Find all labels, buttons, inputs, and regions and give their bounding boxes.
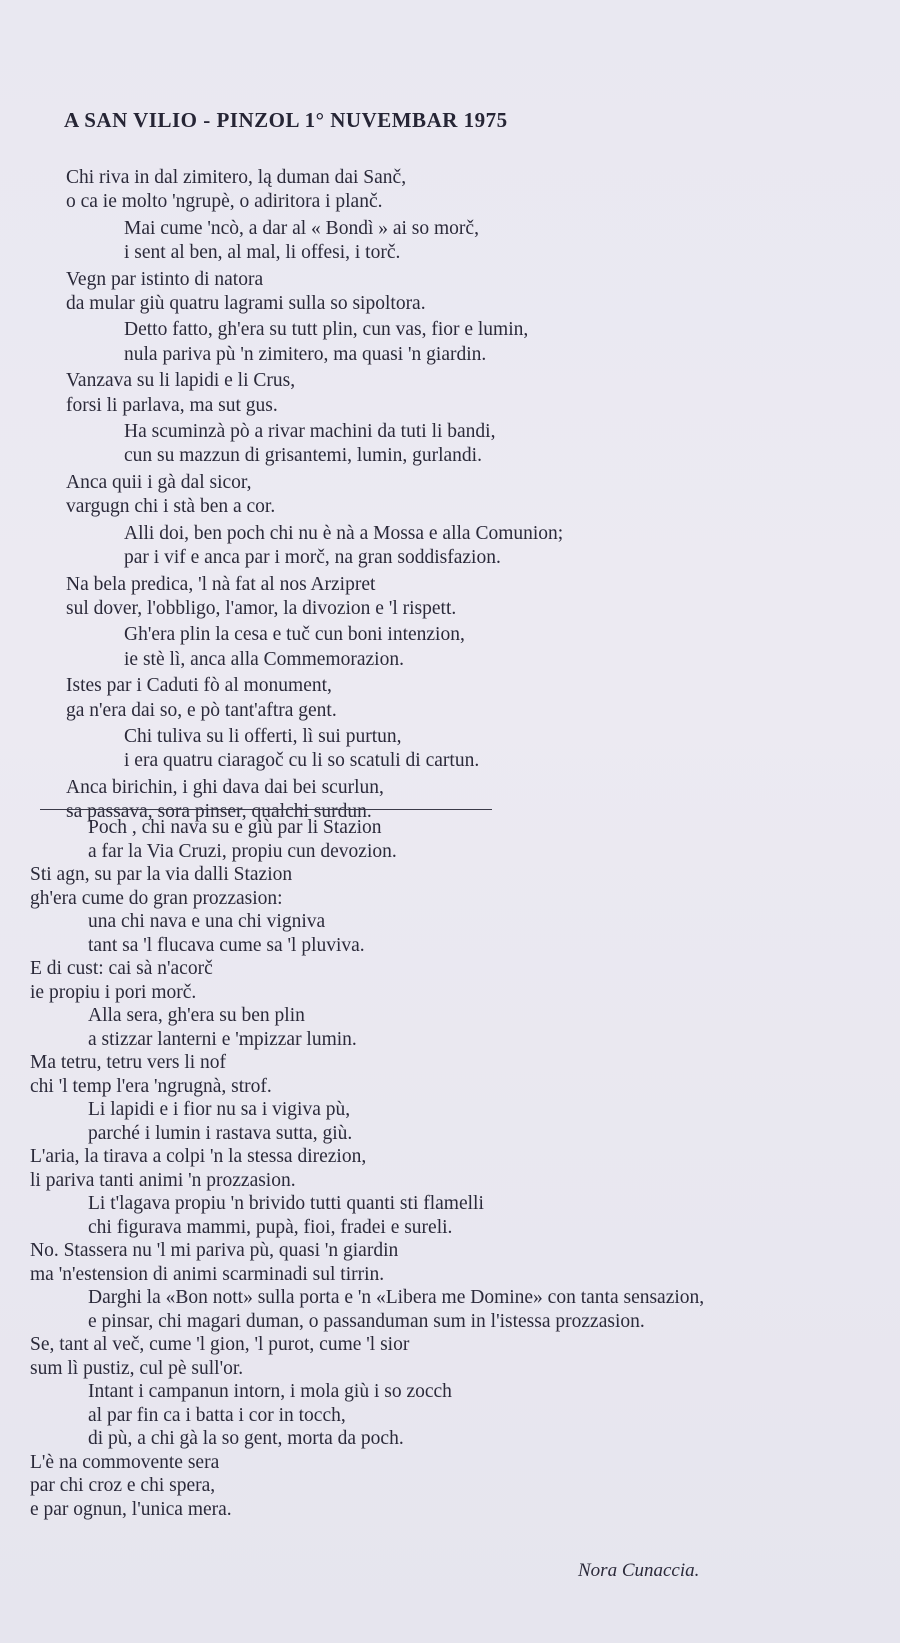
poem-line: Alla sera, gh'era su ben plin bbox=[88, 1005, 305, 1026]
stanza bbox=[66, 318, 886, 367]
poem-line: parché i lumin i rastava sutta, giù. bbox=[88, 1122, 353, 1144]
poem-line: una chi nava e una chi vigniva bbox=[88, 911, 326, 932]
stanza bbox=[66, 471, 886, 520]
stanza bbox=[66, 369, 886, 418]
poem-line: chi figurava mammi, pupà, fioi, fradei e sureli. bbox=[88, 1216, 453, 1238]
poem-line: No. Stassera nu 'l mi pariva pù, quasi 'n giardin bbox=[30, 1240, 399, 1261]
stanza bbox=[66, 725, 886, 774]
poem-line: tant sa 'l flucava cume sa 'l pluviva. bbox=[88, 934, 365, 956]
stanza bbox=[30, 1098, 890, 1145]
poem-line: Chi riva in dal zimitero, lą duman dai Sanč, bbox=[66, 167, 407, 188]
stanza bbox=[30, 1051, 890, 1098]
stanza bbox=[66, 268, 886, 317]
poem-line: Mai cume 'ncò, a dar al « Bondì » ai so morč, bbox=[124, 217, 479, 239]
stanza bbox=[30, 1333, 890, 1380]
poem-line: e par ognun, l'unica mera. bbox=[30, 1498, 232, 1520]
stanza bbox=[30, 816, 890, 863]
poem-line: Poch , chi nava su e giù par li Stazion bbox=[88, 817, 382, 838]
poem-line: i sent al ben, al mal, li offesi, i torč. bbox=[124, 242, 401, 264]
poem-line: Anca quii i gà dal sicor, bbox=[66, 471, 252, 493]
poem-line: Vegn par istinto di natora bbox=[66, 268, 264, 290]
poem-line: Intant i campanun intorn, i mola giù i so zocch bbox=[88, 1381, 452, 1402]
poem-line: ie stè lì, anca alla Commemorazion. bbox=[124, 648, 404, 670]
poem-line: vargugn chi i stà ben a cor. bbox=[66, 496, 276, 518]
poem-line: par chi croz e chi spera, bbox=[30, 1475, 216, 1496]
author-signature: Nora Cunaccia. bbox=[578, 1560, 700, 1581]
poem-line: forsi li parlava, ma sut gus. bbox=[66, 394, 278, 416]
poem-line: Na bela predica, 'l nà fat al nos Arzipret bbox=[66, 573, 376, 595]
poem-line: e pinsar, chi magari duman, o passanduman sum in l'istessa prozzasion. bbox=[88, 1310, 645, 1332]
stanza bbox=[30, 1380, 890, 1451]
poem-line: da mular giù quatru lagrami sulla so sipoltora. bbox=[66, 293, 426, 315]
poem-line: par i vif e anca par i morč, na gran soddisfazion. bbox=[124, 547, 501, 569]
stanza bbox=[66, 217, 886, 266]
poem-line: Sti agn, su par la via dalli Stazion bbox=[30, 864, 293, 885]
poem-line: nula pariva pù 'n zimitero, ma quasi 'n giardin. bbox=[124, 343, 487, 365]
poem-line: Chi tuliva su li offerti, lì sui purtun, bbox=[124, 725, 402, 747]
poem-line: sul dover, l'obbligo, l'amor, la divozion e 'l rispett. bbox=[66, 597, 457, 619]
poem-line: sum lì pustiz, cul pè sull'or. bbox=[30, 1357, 244, 1379]
poem-line: Gh'era plin la cesa e tuč cun boni intenzion, bbox=[124, 624, 465, 646]
poem-line: Darghi la «Bon nott» sulla porta e 'n «Libera me Domine» con tanta sensazion, bbox=[88, 1287, 705, 1308]
poem-bottom-block bbox=[30, 816, 890, 1521]
poem-top-block bbox=[66, 166, 886, 827]
poem-line: Se, tant al več, cume 'l gion, 'l purot, cume 'l sior bbox=[30, 1334, 410, 1355]
stanza bbox=[30, 1451, 890, 1522]
poem-line: al par fin ca i batta i cor in tocch, bbox=[88, 1404, 346, 1426]
poem-line: ga n'era dai so, e pò tant'aftra gent. bbox=[66, 699, 337, 721]
stanza bbox=[30, 863, 890, 910]
stanza bbox=[66, 420, 886, 469]
stanza bbox=[30, 1192, 890, 1239]
poem-line: Anca birichin, i ghi dava dai bei scurlun, bbox=[66, 776, 384, 798]
poem-line: li pariva tanti animi 'n prozzasion. bbox=[30, 1169, 296, 1191]
poem-line: ie propiu i pori morč. bbox=[30, 981, 197, 1003]
stanza bbox=[30, 1004, 890, 1051]
stanza bbox=[30, 1145, 890, 1192]
stanza bbox=[66, 674, 886, 723]
poem-line: Vanzava su li lapidi e li Crus, bbox=[66, 370, 296, 392]
poem-line: L'aria, la tirava a colpi 'n la stessa direzion, bbox=[30, 1146, 367, 1167]
poem-line: Li t'lagava propiu 'n brivido tutti quanti sti flamelli bbox=[88, 1193, 484, 1214]
stanza bbox=[30, 1286, 890, 1333]
stanza bbox=[66, 166, 886, 215]
poem-line: o ca ie molto 'ngrupè, o adiritora i planč. bbox=[66, 191, 383, 213]
stanza bbox=[30, 957, 890, 1004]
poem-line: ma 'n'estension di animi scarminadi sul tirrin. bbox=[30, 1263, 385, 1285]
poem-line: chi 'l temp l'era 'ngrugnà, strof. bbox=[30, 1075, 272, 1097]
poem-line: cun su mazzun di grisantemi, lumin, gurlandi. bbox=[124, 445, 482, 467]
poem-line: E di cust: cai sà n'acorč bbox=[30, 958, 213, 979]
stanza bbox=[30, 910, 890, 957]
poem-line: L'è na commovente sera bbox=[30, 1451, 220, 1473]
stanza bbox=[66, 573, 886, 622]
poem-line: sa passava, sora pinser, qualchi surdun. bbox=[66, 801, 372, 823]
poem-line: di pù, a chi gà la so gent, morta da poch. bbox=[88, 1428, 404, 1449]
stanza bbox=[66, 522, 886, 571]
poem-line: Ma tetru, tetru vers li nof bbox=[30, 1052, 227, 1073]
poem-line: Ha scuminzà pò a rivar machini da tuti li bandi, bbox=[124, 421, 496, 443]
poem-line: a stizzar lanterni e 'mpizzar lumin. bbox=[88, 1028, 357, 1050]
poem-line: gh'era cume do gran prozzasion: bbox=[30, 887, 283, 909]
stanza bbox=[30, 1239, 890, 1286]
poem-line: Alli doi, ben poch chi nu è nà a Mossa e alla Comunion; bbox=[124, 522, 564, 544]
poem-line: Li lapidi e i fior nu sa i vigiva pù, bbox=[88, 1099, 351, 1120]
paste-divider-line bbox=[40, 809, 492, 810]
poem-title: A SAN VILIO - PINZOL 1° NUVEMBAR 1975 bbox=[64, 108, 508, 132]
poem-line: Istes par i Caduti fò al monument, bbox=[66, 675, 332, 697]
poem-line: Detto fatto, gh'era su tutt plin, cun vas, fior e lumin, bbox=[124, 319, 529, 341]
poem-line: a far la Via Cruzi, propiu cun devozion. bbox=[88, 840, 397, 862]
stanza bbox=[66, 623, 886, 672]
poem-line: i era quatru ciaragoč cu li so scatuli di cartun. bbox=[124, 750, 480, 772]
